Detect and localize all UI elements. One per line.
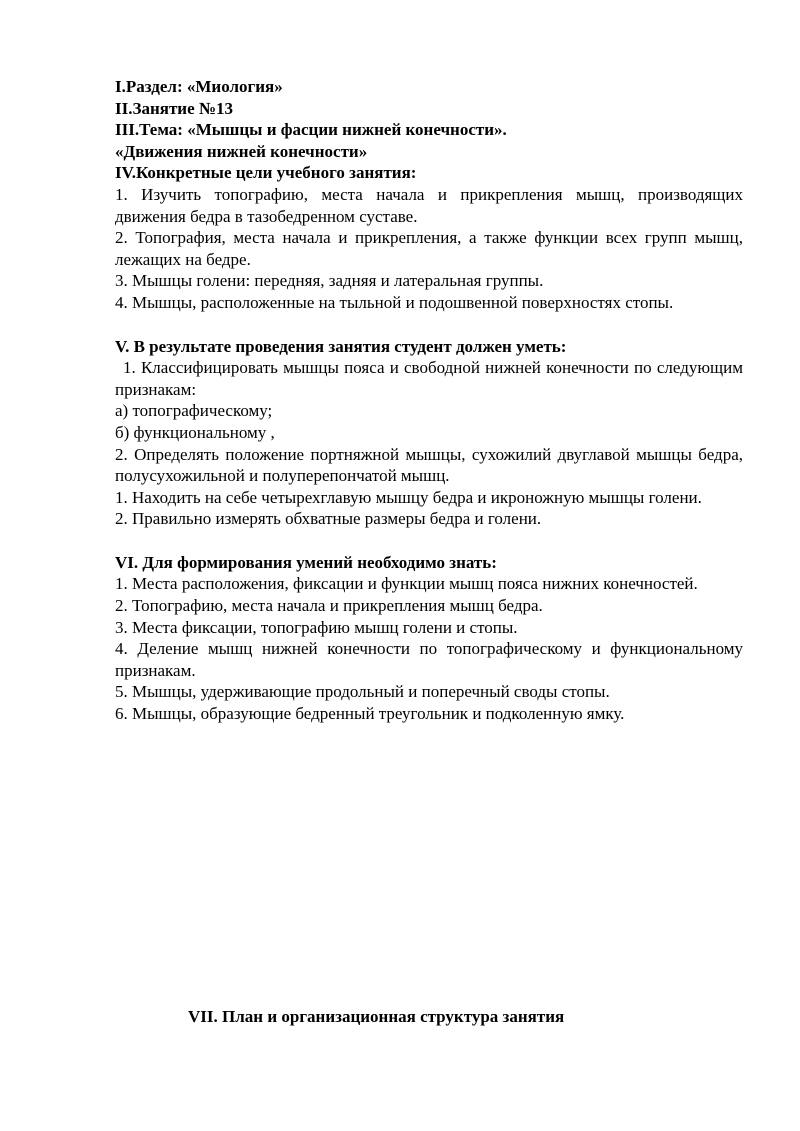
knowledge-item: 1. Места расположения, фиксации и функции мышц пояса нижних конечностей.: [115, 574, 698, 594]
goal-item: 1. Изучить топографию, места начала и прикрепления мышц, производящих движения бедра в тазобедренном суставе.: [115, 184, 743, 226]
section-heading: I.Раздел: «Миология»: [115, 77, 283, 96]
skill-item: 1. Классифицировать мышцы пояса и свободной нижней конечности по следующим признакам:: [115, 358, 743, 399]
skill-item: а) топографическому;: [115, 401, 273, 421]
document-body: [115, 76, 743, 725]
knowledge-heading: VI. Для формирования умений необходимо знать:: [115, 552, 497, 572]
skill-item: 2. Правильно измерять обхватные размеры бедра и голени.: [115, 509, 542, 529]
skill-item: б) функциональному ,: [115, 422, 275, 442]
skills-heading: V. В результате проведения занятия студент должен уметь:: [115, 336, 567, 356]
knowledge-item: 3. Места фиксации, топографию мышц голени и стопы.: [115, 617, 518, 637]
goal-item: 4. Мышцы, расположенные на тыльной и подошвенной поверхностях стопы.: [115, 292, 674, 312]
topic-subheading: «Движения нижней конечности»: [115, 141, 368, 161]
goal-item: 3. Мышцы голени: передняя, задняя и латеральная группы.: [115, 271, 544, 291]
plan-heading: VII. План и организационная структура занятия: [188, 1007, 565, 1026]
knowledge-item: 2. Топографию, места начала и прикрепления мышц бедра.: [115, 596, 543, 616]
spacer: [115, 314, 743, 336]
skill-item: 2. Определять положение портняжной мышцы, сухожилий двуглавой мышцы бедра, полусухожильной и полуперепончатой мышц.: [115, 444, 743, 486]
goals-heading: IV.Конкретные цели учебного занятия:: [115, 163, 417, 183]
topic-heading: III.Тема: «Мышцы и фасции нижней конечности».: [115, 120, 507, 140]
knowledge-item: 4. Деление мышц нижней конечности по топографическому и функциональному признакам.: [115, 639, 743, 680]
goal-item: 2. Топография, места начала и прикрепления, а также функции всех групп мышц, лежащих на бедре.: [115, 228, 743, 269]
skill-item: 1. Находить на себе четырехглавую мышцу бедра и икроножную мышцы голени.: [115, 487, 702, 507]
knowledge-item: 6. Мышцы, образующие бедренный треугольник и подколенную ямку.: [115, 704, 625, 724]
lesson-heading: II.Занятие №13: [115, 98, 233, 118]
knowledge-item: 5. Мышцы, удерживающие продольный и поперечный своды стопы.: [115, 682, 610, 702]
spacer: [115, 530, 743, 552]
